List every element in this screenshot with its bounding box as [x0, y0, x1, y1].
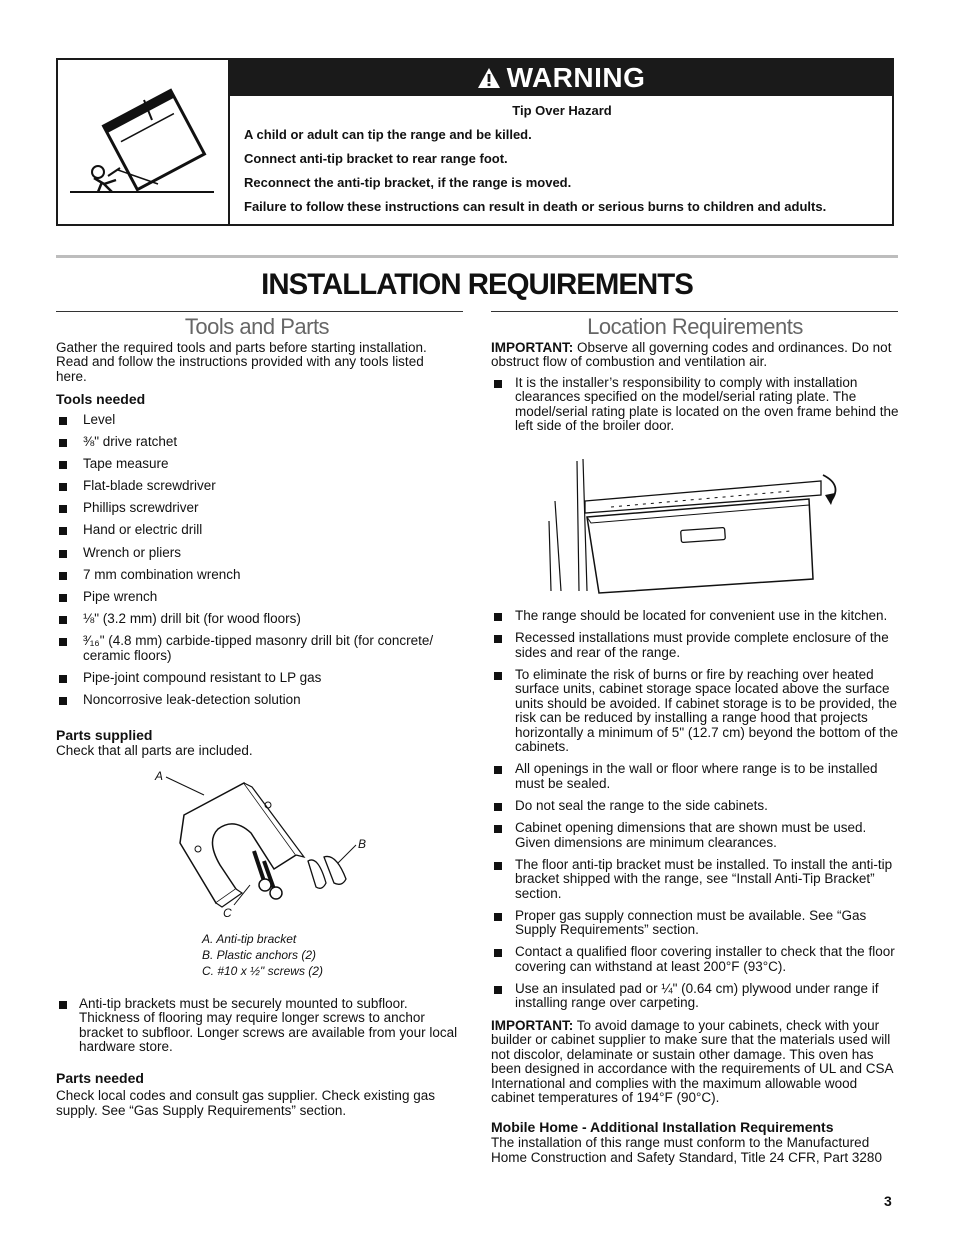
figure-label-c: C	[223, 905, 232, 920]
section-divider	[56, 255, 898, 258]
warning-line: Failure to follow these instructions can result in death or serious burns to children and adults.	[244, 199, 827, 214]
parts-needed-heading: Parts needed	[56, 1069, 144, 1086]
tip-over-illustration	[58, 60, 230, 224]
tools-list	[56, 413, 458, 708]
warning-triangle-icon	[477, 67, 501, 89]
warning-header	[230, 60, 892, 96]
list-item: Do not seal the range to the side cabinets.	[491, 799, 899, 814]
broiler-drawer-drawing	[491, 441, 899, 601]
warning-heading: WARNING	[506, 62, 646, 93]
list-item: 7 mm combination wrench	[56, 568, 458, 583]
list-item: It is the installer’s responsibility to comply with installation clearances specified on the model/serial rating plate. The model/serial rating plate is located on the oven frame behind the left side of the broiler door.	[491, 376, 899, 434]
list-item: All openings in the wall or floor where range is to be installed must be sealed.	[491, 762, 899, 791]
list-item: ⅛" (3.2 mm) drill bit (for wood floors)	[56, 612, 458, 627]
figure-caption: C. #10 x ½" screws (2)	[202, 963, 323, 978]
important2-label: IMPORTANT:	[491, 1017, 574, 1033]
list-item: Wrench or pliers	[56, 546, 458, 561]
bracket-figure	[56, 765, 458, 935]
warning-line: A child or adult can tip the range and be killed.	[244, 127, 532, 142]
parts-needed-text: Check local codes and consult gas supplier. Check existing gas supply. See “Gas Supply Requirements” section.	[56, 1088, 435, 1118]
figure-label-b: B	[358, 836, 367, 851]
warning-body	[244, 104, 880, 224]
page-number: 3	[884, 1193, 892, 1209]
location-heading: Location Requirements	[587, 314, 803, 339]
list-item: ⅜" drive ratchet	[56, 435, 458, 450]
warning-hazard-title: Tip Over Hazard	[512, 103, 612, 118]
location-section	[491, 314, 899, 1171]
warning-line: Connect anti-tip bracket to rear range foot.	[244, 151, 508, 166]
list-item: Proper gas supply connection must be available. See “Gas Supply Requirements” section.	[491, 909, 899, 938]
warning-line: Reconnect the anti-tip bracket, if the range is moved.	[244, 175, 572, 190]
location-list	[491, 609, 899, 1011]
important-label: IMPORTANT:	[491, 339, 574, 355]
mobile-home-text: The installation of this range must conform to the Manufactured Home Construction and Safety Standard, Title 24 CFR, Part 3280	[491, 1135, 882, 1165]
tools-needed-heading: Tools needed	[56, 391, 146, 407]
list-item: Anti-tip brackets must be securely mounted to subfloor. Thickness of flooring may require longer screws to anchor bracket to subfloor. Longer screws are available from your local hardware store.	[56, 997, 458, 1055]
list-item: Flat-blade screwdriver	[56, 479, 458, 494]
figure-caption: B. Plastic anchors (2)	[202, 947, 317, 962]
list-item: The floor anti-tip bracket must be installed. To install the anti-tip bracket shipped with the range, see “Install Anti-Tip Bracket” section.	[491, 858, 899, 902]
important-text: Observe all governing codes and ordinances. Do not obstruct flow of combustion and ventilation air.	[491, 339, 892, 369]
list-item: Level	[56, 413, 458, 428]
list-item: Use an insulated pad or ¼" (0.64 cm) plywood under range if installing range over carpeting.	[491, 982, 899, 1011]
list-item: ³⁄₁₆" (4.8 mm) carbide-tipped masonry drill bit (for concrete/ ceramic floors)	[56, 634, 458, 663]
list-item: Contact a qualified floor covering installer to check that the floor covering can withstand at least 200°F (93°C).	[491, 945, 899, 974]
tools-intro: Gather the required tools and parts before starting installation. Read and follow the instructions provided with any tools listed here.	[56, 339, 427, 384]
list-item: Pipe-joint compound resistant to LP gas	[56, 671, 458, 686]
list-item: The range should be located for convenient use in the kitchen.	[491, 609, 899, 624]
list-item: Pipe wrench	[56, 590, 458, 605]
list-item: Phillips screwdriver	[56, 501, 458, 516]
location-first-list	[491, 376, 899, 434]
tools-parts-section	[56, 314, 458, 1124]
list-item: Noncorrosive leak-detection solution	[56, 693, 458, 708]
list-item: To eliminate the risk of burns or fire by reaching over heated surface units, cabinet storage space located above the surface units should be avoided. If cabinet storage is to be provided, the risk can be reduced by installing a range hood that projects horizontally a minimum of 5" (12.7 cm) beyond the bottom of the cabinets.	[491, 668, 899, 755]
list-item: Cabinet opening dimensions that are shown must be used. Given dimensions are minimum clearances.	[491, 821, 899, 850]
broiler-drawer-figure	[491, 441, 899, 601]
list-item: Hand or electric drill	[56, 523, 458, 538]
warning-box	[56, 58, 894, 226]
anti-tip-bracket-drawing	[56, 765, 458, 935]
column-rule-left	[56, 311, 463, 312]
list-item: Tape measure	[56, 457, 458, 472]
mobile-home-heading: Mobile Home - Additional Installation Requirements	[491, 1118, 834, 1135]
column-rule-right	[491, 311, 898, 312]
figure-captions	[202, 931, 458, 979]
parts-supplied-heading: Parts supplied	[56, 726, 153, 743]
figure-caption: A. Anti-tip bracket	[202, 931, 297, 946]
page-title: INSTALLATION REQUIREMENTS	[261, 268, 693, 301]
important2-text: To avoid damage to your cabinets, check with your builder or cabinet supplier to make sure that the materials used will not discolor, delaminate or sustain other damage. This oven has been designed in accordance with the requirements of UL and CSA International and complies with the maximum allowable wood cabinet temperatures of 194°F (90°C).	[491, 1017, 893, 1106]
parts-supplied-text: Check that all parts are included.	[56, 743, 253, 759]
tools-parts-heading: Tools and Parts	[184, 314, 330, 339]
bracket-note-list	[56, 997, 458, 1055]
list-item: Recessed installations must provide complete enclosure of the sides and rear of the range.	[491, 631, 899, 660]
figure-label-a: A	[155, 768, 164, 783]
